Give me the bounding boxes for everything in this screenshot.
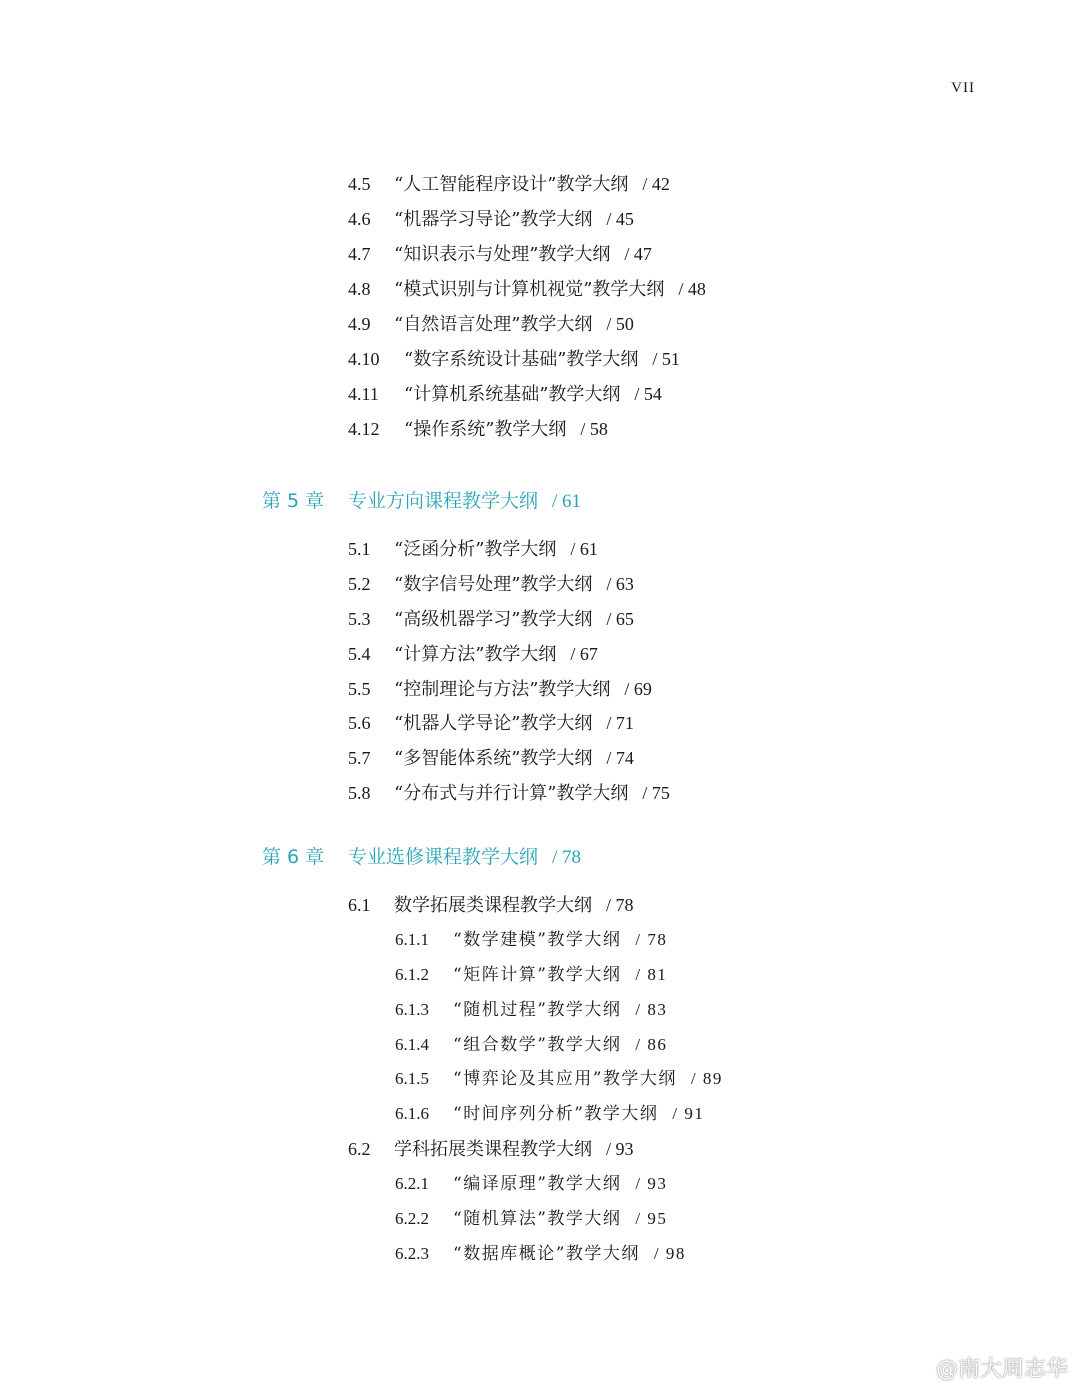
toc-entry[interactable] (348, 312, 634, 337)
entry-number: 6.1.3 (395, 1000, 429, 1019)
chapter-title: 专业选修课程教学大纲 (348, 846, 539, 868)
watermark (904, 1352, 1068, 1383)
toc-entry[interactable] (348, 711, 634, 736)
entry-number: 6.1.6 (395, 1104, 429, 1123)
entry-page: / 65 (606, 609, 634, 629)
toc-entry[interactable] (348, 642, 598, 667)
toc-subentry[interactable] (395, 998, 667, 1022)
toc-subentry[interactable] (395, 1102, 704, 1126)
entry-title: “组合数学”教学大纲 (453, 1035, 622, 1055)
entry-number: 5.2 (348, 574, 371, 594)
entry-title: “矩阵计算”教学大纲 (453, 965, 622, 985)
toc-subentry[interactable] (395, 928, 667, 952)
entry-number: 4.5 (348, 174, 371, 194)
entry-title: 学科拓展类课程教学大纲 (394, 1139, 592, 1160)
toc-subentry[interactable] (395, 1067, 723, 1091)
toc-entry[interactable] (348, 746, 634, 771)
entry-page: / 45 (606, 209, 634, 229)
entry-page: / 95 (635, 1209, 668, 1228)
chapter-page: / 78 (552, 847, 582, 868)
entry-number: 6.2.3 (395, 1244, 429, 1263)
entry-title: 数学拓展类课程教学大纲 (394, 895, 592, 916)
toc-entry[interactable] (348, 572, 634, 597)
entry-page: / 54 (634, 384, 662, 404)
entry-page: / 71 (606, 713, 634, 733)
entry-page: / 93 (606, 1139, 634, 1159)
entry-number: 6.2 (348, 1139, 371, 1159)
entry-page: / 91 (672, 1104, 705, 1123)
toc-entry[interactable] (348, 382, 662, 407)
entry-number: 4.9 (348, 314, 371, 334)
entry-page: / 98 (653, 1244, 686, 1263)
toc-entry[interactable] (348, 417, 608, 442)
entry-number: 4.7 (348, 244, 371, 264)
entry-number: 6.1.5 (395, 1069, 429, 1088)
entry-page: / 47 (624, 244, 652, 264)
toc-subentry[interactable] (395, 963, 667, 987)
toc-entry[interactable] (348, 677, 652, 702)
entry-page: / 89 (690, 1069, 723, 1088)
toc-entry[interactable] (348, 277, 706, 302)
toc-entry[interactable] (348, 607, 634, 632)
toc-subentry[interactable] (395, 1242, 686, 1266)
entry-number: 5.5 (348, 679, 371, 699)
entry-title: “编译原理”教学大纲 (453, 1174, 622, 1194)
chapter-number: 第 6 章 (262, 846, 325, 868)
entry-number: 5.8 (348, 783, 371, 803)
entry-page: / 67 (570, 644, 598, 664)
entry-title: “机器人学导论”教学大纲 (394, 713, 593, 734)
entry-number: 4.8 (348, 279, 371, 299)
weibo-logo-icon (904, 1360, 930, 1380)
entry-number: 6.1.2 (395, 965, 429, 984)
entry-title: “博弈论及其应用”教学大纲 (453, 1069, 677, 1089)
entry-page: / 58 (580, 419, 608, 439)
entry-page: / 50 (606, 314, 634, 334)
entry-title: “数字系统设计基础”教学大纲 (404, 349, 639, 370)
entry-page: / 48 (678, 279, 706, 299)
entry-number: 5.4 (348, 644, 371, 664)
watermark-text: @南大周志华 (935, 1357, 1068, 1382)
entry-number: 6.2.1 (395, 1174, 429, 1193)
entry-page: / 74 (606, 748, 634, 768)
entry-title: “知识表示与处理”教学大纲 (394, 244, 611, 265)
entry-number: 6.1 (348, 895, 371, 915)
entry-title: “时间序列分析”教学大纲 (453, 1104, 659, 1124)
entry-number: 5.6 (348, 713, 371, 733)
entry-title: “控制理论与方法”教学大纲 (394, 679, 611, 700)
entry-page: / 63 (606, 574, 634, 594)
entry-title: “计算机系统基础”教学大纲 (404, 384, 621, 405)
toc-subentry[interactable] (395, 1172, 667, 1196)
entry-number: 4.10 (348, 349, 380, 369)
toc-entry[interactable] (348, 1137, 634, 1162)
page-number: VII (951, 80, 975, 96)
entry-title: “机器学习导论”教学大纲 (394, 209, 593, 230)
entry-page: / 69 (624, 679, 652, 699)
entry-number: 5.3 (348, 609, 371, 629)
toc-entry[interactable] (348, 781, 670, 806)
entry-title: “随机算法”教学大纲 (453, 1209, 622, 1229)
chapter-title: 专业方向课程教学大纲 (348, 490, 539, 512)
toc-entry[interactable] (348, 347, 680, 372)
entry-page: / 86 (635, 1035, 668, 1054)
entry-title: “人工智能程序设计”教学大纲 (394, 174, 629, 195)
toc-entry[interactable] (348, 172, 670, 197)
entry-number: 6.1.1 (395, 930, 429, 949)
chapter-heading-6[interactable] (262, 845, 581, 870)
entry-title: “数据库概论”教学大纲 (453, 1244, 640, 1264)
entry-page: / 81 (635, 965, 668, 984)
toc-entry[interactable] (348, 893, 634, 918)
entry-page: / 93 (635, 1174, 668, 1193)
toc-entry[interactable] (348, 242, 652, 267)
entry-title: “随机过程”教学大纲 (453, 1000, 622, 1020)
entry-number: 5.7 (348, 748, 371, 768)
entry-page: / 78 (635, 930, 668, 949)
entry-number: 6.1.4 (395, 1035, 429, 1054)
entry-number: 4.11 (348, 384, 379, 404)
entry-number: 6.2.2 (395, 1209, 429, 1228)
entry-number: 5.1 (348, 539, 371, 559)
entry-title: “计算方法”教学大纲 (394, 644, 557, 665)
entry-title: “数学建模”教学大纲 (453, 930, 622, 950)
toc-subentry[interactable] (395, 1207, 667, 1231)
entry-title: “数字信号处理”教学大纲 (394, 574, 593, 595)
entry-page: / 78 (606, 895, 634, 915)
toc-subentry[interactable] (395, 1033, 667, 1057)
entry-title: “分布式与并行计算”教学大纲 (394, 783, 629, 804)
chapter-number: 第 5 章 (262, 490, 325, 512)
entry-title: “自然语言处理”教学大纲 (394, 314, 593, 335)
entry-title: “多智能体系统”教学大纲 (394, 748, 593, 769)
entry-title: “高级机器学习”教学大纲 (394, 609, 593, 630)
entry-number: 4.12 (348, 419, 380, 439)
entry-page: / 75 (642, 783, 670, 803)
toc-entry[interactable] (348, 537, 598, 562)
toc-entry[interactable] (348, 207, 634, 232)
entry-page: / 51 (652, 349, 680, 369)
entry-page: / 61 (570, 539, 598, 559)
entry-number: 4.6 (348, 209, 371, 229)
entry-page: / 83 (635, 1000, 668, 1019)
entry-title: “操作系统”教学大纲 (404, 419, 567, 440)
chapter-heading-5[interactable] (262, 489, 581, 514)
entry-page: / 42 (642, 174, 670, 194)
chapter-page: / 61 (552, 491, 582, 512)
entry-title: “泛函分析”教学大纲 (394, 539, 557, 560)
entry-title: “模式识别与计算机视觉”教学大纲 (394, 279, 665, 300)
